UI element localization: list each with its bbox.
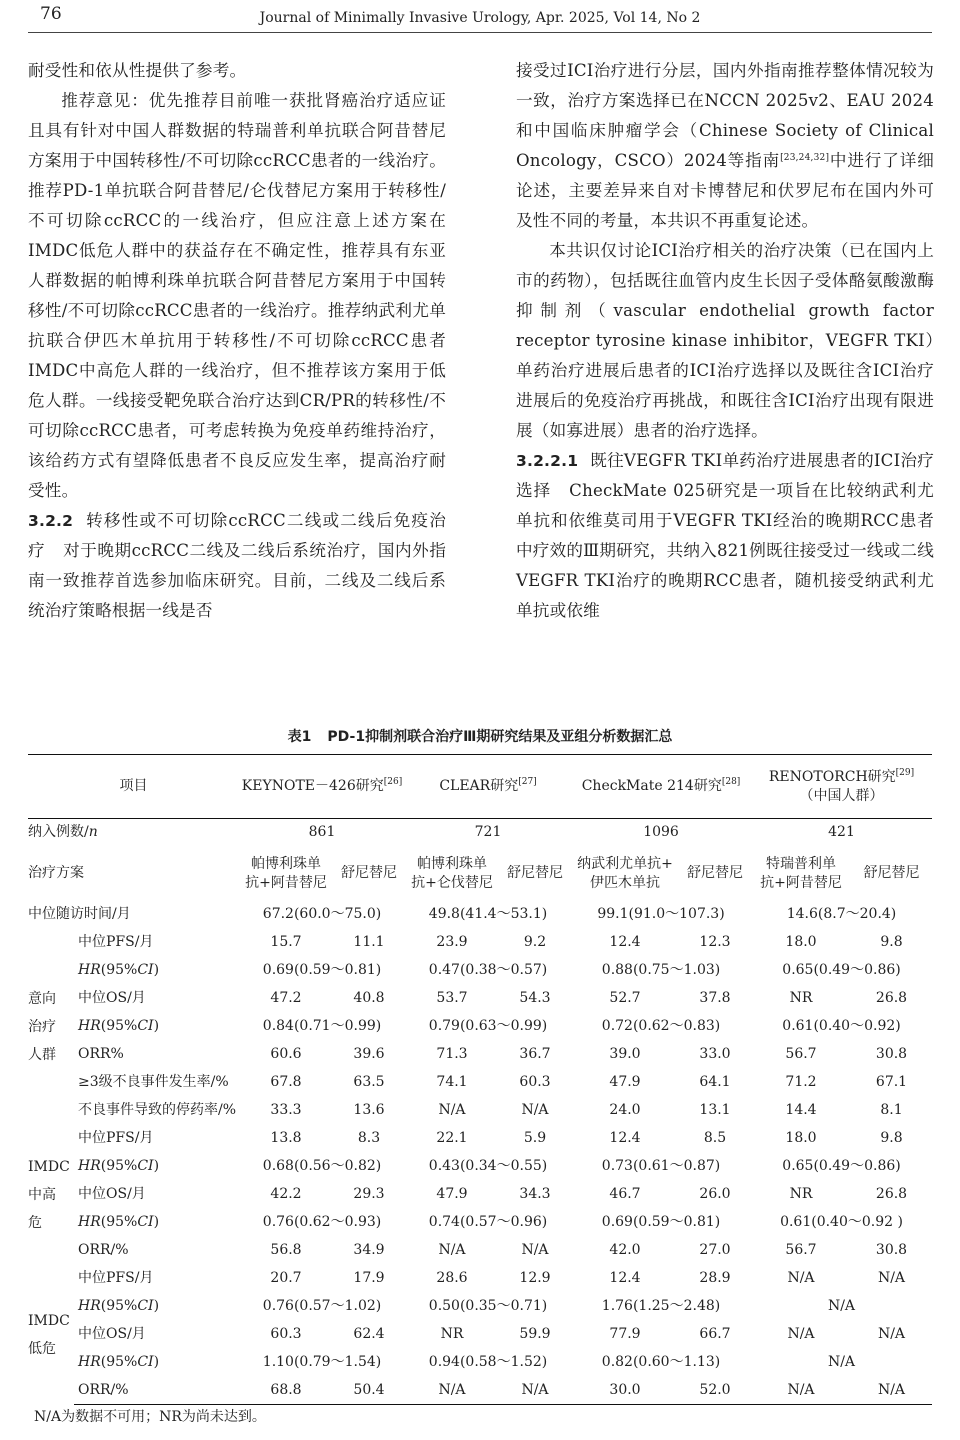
hr-label: HR(95%CI) xyxy=(78,1018,160,1034)
value-cell: 30.0 xyxy=(571,1377,679,1405)
value-cell: 12.9 xyxy=(519,1270,551,1286)
row-label: ORR/% xyxy=(78,1242,129,1258)
value-cell: 40.8 xyxy=(353,990,385,1006)
value-cell: 56.7 xyxy=(785,1046,817,1062)
left-paragraph-1: 耐受性和依从性提供了参考。 xyxy=(28,61,247,80)
row-label: 不良事件导致的停药率/% xyxy=(78,1102,237,1118)
value-cell: 67.8 xyxy=(270,1074,302,1090)
value-cell: 47.2 xyxy=(270,990,302,1006)
value-cell: 42.2 xyxy=(270,1186,302,1202)
section-number: 3.2.2.1 xyxy=(516,452,579,470)
value-cell: 77.9 xyxy=(609,1326,641,1342)
regimen-cell: 舒尼替尼 xyxy=(687,865,744,881)
value-cell: 71.3 xyxy=(436,1046,468,1062)
hr-label: HR(95%CI) xyxy=(78,962,160,978)
value-cell: 28.6 xyxy=(436,1270,468,1286)
citation: [23,24,32] xyxy=(780,153,830,163)
value-cell: N/A xyxy=(438,1242,466,1258)
value-cell: 27.0 xyxy=(699,1242,731,1258)
followup-row xyxy=(28,901,932,929)
followup-label: 中位随访时间/月 xyxy=(28,906,131,922)
value-cell: 1.76(1.25～2.48) xyxy=(601,1298,721,1314)
header-item: 项目 xyxy=(28,755,239,819)
regimen-cell: 舒尼替尼 xyxy=(863,865,920,881)
value-cell: 46.7 xyxy=(609,1186,641,1202)
value-cell: 56.7 xyxy=(785,1242,817,1258)
value-cell: 60.3 xyxy=(519,1074,551,1090)
value-cell: 64.1 xyxy=(699,1074,731,1090)
value-cell: 12.4 xyxy=(609,934,641,950)
value-cell: 34.3 xyxy=(519,1186,551,1202)
section-title: 既往VEGFR TKI单药治疗进展患者的ICI治疗选择 xyxy=(516,451,934,500)
value-cell: 8.3 xyxy=(357,1130,381,1146)
value-cell: N/A xyxy=(827,1298,856,1314)
value-cell: 60.6 xyxy=(270,1046,302,1062)
value-cell: 67.1 xyxy=(875,1074,908,1090)
value-cell: 29.3 xyxy=(353,1186,385,1202)
value-cell: 52.7 xyxy=(609,990,641,1006)
imdc-int-row xyxy=(28,1181,932,1209)
table-caption xyxy=(0,726,960,746)
value-cell: 60.3 xyxy=(270,1326,302,1342)
value-cell: 18.0 xyxy=(785,1130,817,1146)
value-cell: 0.72(0.62～0.83) xyxy=(601,1018,721,1034)
regimen-cell: 帕博利珠单 抗+仑伐替尼 xyxy=(411,855,493,891)
value-cell: 63.5 xyxy=(353,1074,385,1090)
results-table xyxy=(28,754,932,1405)
value-cell: 52.0 xyxy=(679,1377,751,1405)
section-text: 对于晚期ccRCC二线及二线后系统治疗，国内外指南一致推荐首选参加临床研究。目前，二线及二线后系统治疗策略根据一线是否 xyxy=(28,541,447,620)
value-cell: N/A xyxy=(499,1377,571,1405)
hr-label: HR(95%CI) xyxy=(78,1354,160,1370)
hr-label: HR(95%CI) xyxy=(78,1158,160,1174)
section-title: 转移性或不可切除ccRCC二线或二线后免疫治疗 xyxy=(28,511,446,560)
value-cell: 13.6 xyxy=(353,1102,385,1118)
row-label: ORR/% xyxy=(74,1377,239,1405)
row-label: 中位PFS/月 xyxy=(78,1130,154,1146)
value-cell: 26.8 xyxy=(875,990,908,1006)
value-cell: 0.94(0.58～1.52) xyxy=(428,1354,548,1370)
enrolled-label: 纳入例数/n xyxy=(28,824,98,841)
header-study-checkmate: CheckMate 214研究[28] xyxy=(571,755,751,819)
regimen-cell: 特瑞普利单 抗+阿昔替尼 xyxy=(760,855,842,891)
value-cell: 8.1 xyxy=(880,1102,903,1118)
value-cell: 22.1 xyxy=(436,1130,468,1146)
itt-row xyxy=(28,929,932,957)
value-cell: N/A xyxy=(827,1354,856,1370)
value-cell: 421 xyxy=(828,824,855,841)
value-cell: 53.7 xyxy=(436,990,468,1006)
value-cell: 68.8 xyxy=(239,1377,333,1405)
row-label: 中位OS/月 xyxy=(78,1326,146,1342)
value-cell: 13.8 xyxy=(270,1130,302,1146)
header-study-clear: CLEAR研究[27] xyxy=(405,755,571,819)
value-cell: 0.82(0.60～1.13) xyxy=(601,1354,721,1370)
value-cell: 0.68(0.56～0.82) xyxy=(262,1158,382,1174)
value-cell: 12.3 xyxy=(699,934,731,950)
value-cell: 13.1 xyxy=(699,1102,731,1118)
itt-row xyxy=(28,957,932,985)
section-text: CheckMate 025研究是一项旨在比较纳武利尤单抗和依维莫司用于VEGFR TKI经治的晚期RCC患者中疗效的Ⅲ期研究，共纳入821例既往接受过一线或二线VEGFR TKI治疗的晚期RCC患者，随机接受纳武利尤单抗或依维 xyxy=(516,481,934,620)
imdc-low-group-label: IMDC 低危 xyxy=(28,1312,70,1357)
value-cell: 0.73(0.61～0.87) xyxy=(601,1158,721,1174)
value-cell: 1.10(0.79～1.54) xyxy=(262,1354,382,1370)
imdc-low-row xyxy=(28,1349,932,1377)
value-cell: 34.9 xyxy=(353,1242,385,1258)
value-cell: 56.8 xyxy=(270,1242,302,1258)
value-cell: 12.4 xyxy=(609,1130,641,1146)
recommendation-paragraph: 推荐意见：优先推荐目前唯一获批肾癌治疗适应证且具有针对中国人群数据的特瑞普利单抗联合阿昔替尼方案用于中国转移性/不可切除ccRCC患者的一线治疗。推荐PD-1单抗联合阿昔替尼/仑伐替尼方案用于转移性/不可切除ccRCC的一线治疗，但应注意上述方案在IMDC低危人群中的获益存在不确定性，推荐具有东亚人群数据的帕博利珠单抗联合阿昔替尼方案用于中国转移性/不可切除ccRCC患者的一线治疗。推荐纳武利尤单抗联合伊匹木单抗用于转移性/不可切除ccRCC患者IMDC中高危人群的一线治疗，但不推荐该方案用于低危人群。一线接受靶免联合治疗达到CR/PR的转移性/不可切除ccRCC患者，可考虑转换为免疫单药维持治疗，该给药方式有望降低患者不良反应发生率，提高治疗耐受性。 xyxy=(28,91,446,500)
value-cell: 14.4 xyxy=(785,1102,817,1118)
value-cell: 0.76(0.57～1.02) xyxy=(262,1298,382,1314)
value-cell: 47.9 xyxy=(609,1074,641,1090)
right-paragraph-1-a: 接受过ICI治疗进行分层，国内外指南推荐整体情况较为一致，治疗方案选择已在NCCN 2025v2、EAU 2024和中国临床肿瘤学会（Chinese Society of Clinical Oncology，CSCO）2024等指南 xyxy=(516,61,934,170)
value-cell: 30.8 xyxy=(875,1046,908,1062)
header-study-renotorch: RENOTORCH研究[29] （中国人群） xyxy=(751,755,932,819)
value-cell: 0.69(0.59～0.81) xyxy=(601,1214,721,1230)
itt-row xyxy=(28,1069,932,1097)
value-cell: 14.6(8.7～20.4) xyxy=(786,906,897,922)
row-label: 中位OS/月 xyxy=(78,1186,146,1202)
value-cell: N/A xyxy=(405,1377,499,1405)
header-study-keynote: KEYNOTE－426研究[26] xyxy=(239,755,405,819)
value-cell: 0.43(0.34～0.55) xyxy=(428,1158,548,1174)
value-cell: 0.50(0.35～0.71) xyxy=(428,1298,548,1314)
regimen-cell: 纳武利尤单抗+ 伊匹木单抗 xyxy=(577,855,673,891)
value-cell: 50.4 xyxy=(333,1377,405,1405)
value-cell: 26.0 xyxy=(699,1186,731,1202)
hr-label: HR(95%CI) xyxy=(78,1298,160,1314)
page-number: 76 xyxy=(40,4,62,24)
value-cell: 721 xyxy=(474,824,502,841)
value-cell: 18.0 xyxy=(785,934,817,950)
regimen-label: 治疗方案 xyxy=(28,865,84,881)
right-paragraph-1-b: 中进行了详细论述，主要差异来自对卡博替尼和伏罗尼布在国内外可及性不同的考量，本共识不再重复论述。 xyxy=(516,151,934,230)
imdc-int-row xyxy=(28,1209,932,1237)
value-cell: 9.8 xyxy=(880,1130,903,1146)
row-label: 中位PFS/月 xyxy=(78,934,154,950)
imdc-low-row xyxy=(28,1293,932,1321)
value-cell: 0.65(0.49～0.86) xyxy=(782,1158,901,1174)
row-label: 中位PFS/月 xyxy=(78,1270,154,1286)
value-cell: 0.61(0.40～0.92 ) xyxy=(780,1214,903,1230)
value-cell: 28.9 xyxy=(699,1270,731,1286)
value-cell: 66.7 xyxy=(699,1326,731,1342)
right-paragraph-2: 本共识仅讨论ICI治疗相关的治疗决策（已在国内上市的药物），包括既往血管内皮生长因子受体酪氨酸激酶抑制剂（vascular endothelial growth factor receptor tyrosine kinase inhibitor，VEGFR TKI）单药治疗进展后患者的ICI治疗选择以及既往含ICI治疗进展后的免疫治疗再挑战，和既往含ICI治疗出现有限进展（如寡进展）患者的治疗选择。 xyxy=(516,241,934,440)
enrolled-row xyxy=(28,819,932,847)
value-cell: 54.3 xyxy=(519,990,551,1006)
value-cell: N/A xyxy=(877,1326,906,1342)
table-header-row xyxy=(28,755,932,819)
itt-row xyxy=(28,985,932,1013)
imdc-low-row xyxy=(28,1377,932,1405)
value-cell: N/A xyxy=(751,1377,851,1405)
itt-row xyxy=(28,1041,932,1069)
value-cell: 0.74(0.57～0.96) xyxy=(428,1214,548,1230)
row-label: ORR% xyxy=(78,1046,124,1062)
table-footnote: N/A为数据不可用；NR为尚未达到。 xyxy=(34,1409,266,1425)
regimen-cell: 舒尼替尼 xyxy=(341,865,397,881)
value-cell: 0.69(0.59～0.81) xyxy=(262,962,382,978)
imdc-low-row xyxy=(28,1265,932,1293)
table-number: 表1 xyxy=(287,729,312,745)
left-column xyxy=(28,56,446,626)
value-cell: 59.9 xyxy=(519,1326,551,1342)
value-cell: 67.2(60.0～75.0) xyxy=(262,906,382,922)
value-cell: 861 xyxy=(308,824,336,841)
value-cell: 74.1 xyxy=(436,1074,468,1090)
value-cell: 33.3 xyxy=(270,1102,302,1118)
value-cell: 9.2 xyxy=(523,934,547,950)
right-column xyxy=(516,56,934,626)
value-cell: 0.65(0.49～0.86) xyxy=(782,962,901,978)
value-cell: 5.9 xyxy=(523,1130,547,1146)
value-cell: 99.1(91.0～107.3) xyxy=(597,906,725,922)
imdc-int-row xyxy=(28,1153,932,1181)
value-cell: NR xyxy=(789,1186,813,1202)
row-label: ≥3级不良事件发生率/% xyxy=(78,1074,229,1090)
value-cell: 39.0 xyxy=(609,1046,641,1062)
itt-row xyxy=(28,1013,932,1041)
value-cell: 42.0 xyxy=(609,1242,641,1258)
value-cell: 47.9 xyxy=(436,1186,468,1202)
value-cell: 9.8 xyxy=(880,934,903,950)
value-cell: 12.4 xyxy=(609,1270,641,1286)
value-cell: 71.2 xyxy=(785,1074,817,1090)
value-cell: 0.76(0.62～0.93) xyxy=(262,1214,382,1230)
itt-group-label: 意向 治疗 人群 xyxy=(28,990,56,1063)
row-label: 中位OS/月 xyxy=(78,990,146,1006)
regimen-cell: 舒尼替尼 xyxy=(507,865,564,881)
value-cell: 33.0 xyxy=(699,1046,731,1062)
value-cell: 23.9 xyxy=(436,934,468,950)
value-cell: 26.8 xyxy=(875,1186,908,1202)
value-cell: 1096 xyxy=(643,824,679,841)
table-title: PD-1抑制剂联合治疗Ⅲ期研究结果及亚组分析数据汇总 xyxy=(327,729,673,745)
itt-row xyxy=(28,1097,932,1125)
regimen-cell: 帕博利珠单 抗+阿昔替尼 xyxy=(245,855,327,891)
value-cell: 0.47(0.38～0.57) xyxy=(428,962,548,978)
imdc-int-row xyxy=(28,1125,932,1153)
value-cell: 20.7 xyxy=(270,1270,302,1286)
value-cell: N/A xyxy=(438,1102,466,1118)
value-cell: 15.7 xyxy=(270,934,302,950)
imdc-int-group-label: IMDC 中高 危 xyxy=(28,1158,70,1231)
value-cell: N/A xyxy=(521,1102,549,1118)
value-cell: N/A xyxy=(851,1377,932,1405)
imdc-low-row xyxy=(28,1321,932,1349)
value-cell: NR xyxy=(440,1326,464,1342)
value-cell: 0.61(0.40～0.92) xyxy=(782,1018,901,1034)
value-cell: 62.4 xyxy=(353,1326,385,1342)
value-cell: 24.0 xyxy=(609,1102,641,1118)
value-cell: 30.8 xyxy=(875,1242,908,1258)
section-number: 3.2.2 xyxy=(28,512,74,530)
value-cell: 11.1 xyxy=(353,934,385,950)
value-cell: N/A xyxy=(521,1242,549,1258)
regimen-row xyxy=(28,847,932,901)
value-cell: 17.9 xyxy=(353,1270,385,1286)
value-cell: 39.6 xyxy=(353,1046,385,1062)
right-paragraph-1 xyxy=(516,56,934,236)
value-cell: 8.5 xyxy=(703,1130,727,1146)
running-head: Journal of Minimally Invasive Urology, Apr. 2025, Vol 14, No 2 xyxy=(259,10,701,26)
value-cell: N/A xyxy=(877,1270,906,1286)
value-cell: N/A xyxy=(787,1270,815,1286)
value-cell: NR xyxy=(789,990,813,1006)
header-rule xyxy=(28,32,932,33)
value-cell: 0.88(0.75～1.03) xyxy=(601,962,721,978)
value-cell: 0.84(0.71～0.99) xyxy=(262,1018,382,1034)
section-3-2-2-1 xyxy=(516,446,934,626)
value-cell: 49.8(41.4～53.1) xyxy=(428,906,548,922)
section-3-2-2 xyxy=(28,506,446,626)
value-cell: 37.8 xyxy=(699,990,731,1006)
value-cell: 36.7 xyxy=(519,1046,551,1062)
imdc-int-row xyxy=(28,1237,932,1265)
value-cell: 0.79(0.63～0.99) xyxy=(428,1018,548,1034)
hr-label: HR(95%CI) xyxy=(78,1214,160,1230)
value-cell: N/A xyxy=(787,1326,815,1342)
